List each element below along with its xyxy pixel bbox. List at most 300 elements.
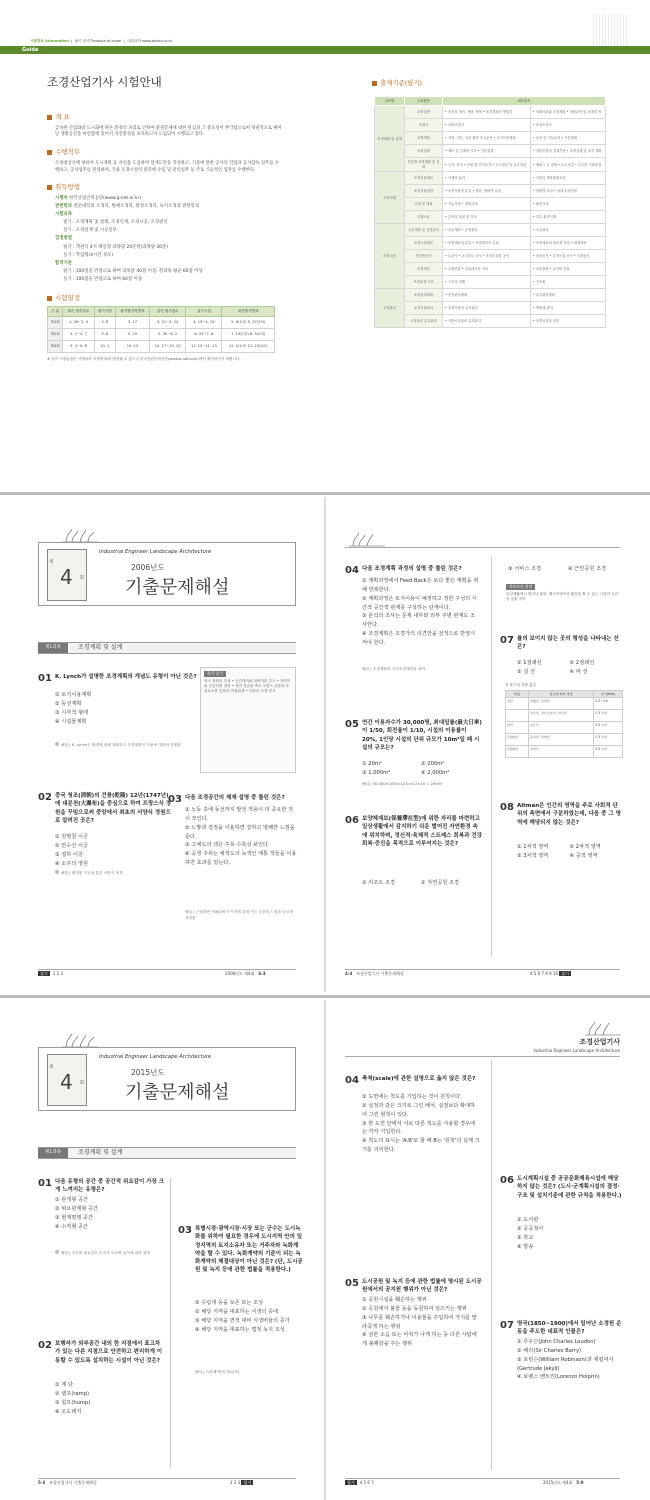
standard-detail: • 기반시설물의 유지관리 [443, 315, 531, 328]
book-chip-icon: 필기 [243, 1480, 252, 1485]
standard-detail: • 조경재료의 분류 • 조경재료의 특성 [443, 237, 531, 250]
footer-right-info [543, 1480, 584, 1485]
standard-detail: • 제도 및 설계의 기초 • 기본설계 [443, 145, 531, 158]
option[interactable]: ② 노랗과 검정을 이용하면 강하고 명쾌한 느낌을 준다. [185, 824, 295, 840]
mini-cell: 파선 [506, 722, 529, 734]
mini-header: 굵기(mm) [594, 691, 623, 698]
footer-nav[interactable]: 1 2 3 [230, 1480, 241, 1485]
question-text: 축척(scale)에 관한 설명으로 옳지 않은 것은? [362, 1076, 476, 1082]
subject-bar [38, 642, 296, 654]
standard-detail: • 조경식물의 분류 • 생리, 생태적 특성 [443, 185, 531, 198]
explanation-text: 해설 | 원명원 이궁을 통한 서양식 조경 [61, 871, 123, 875]
subject-tag: 제1과목 [38, 643, 68, 653]
standard-detail: • 수량산출 • 일위대가표 작성 [443, 263, 531, 276]
schedule-cell: 10. 1 [94, 340, 115, 352]
acquire-text: 실기 : 100점을 만점으로 하여 60점 이상 [63, 277, 142, 283]
option[interactable]: ② 동선계획 [55, 700, 82, 707]
mini-header: 명칭 [506, 691, 529, 698]
standard-item: 식재 및 계획 [405, 198, 443, 211]
schedule-row [48, 340, 275, 352]
explanation [362, 667, 477, 673]
option[interactable]: ② 자연공원 조경 [421, 880, 460, 886]
options [362, 760, 480, 778]
round-prefix: 제 [49, 560, 54, 565]
option[interactable]: ① 노동 측에 동선까지 발전 적용이 더 중요한 것이 모인다. [185, 807, 294, 822]
option[interactable]: ④ 조경계획은 조경가의 의견만을 전적으로 반영시켜야 한다. [362, 631, 476, 646]
question-number: 06 [500, 1175, 514, 1186]
option[interactable]: ③ 실 선 [517, 668, 535, 675]
standard-item: 조경식물일반 [405, 185, 443, 198]
explanation-text: 해설 | 30,000×1/50×1/10×0.2×10 = 200m² [362, 782, 443, 786]
note-icon [55, 1250, 59, 1254]
standard-item: 조경사 [405, 119, 443, 132]
mini-cell: 0.3 이하 [594, 746, 623, 758]
mini-row [506, 722, 623, 734]
guide-page [0, 0, 650, 490]
footer-rule [345, 969, 620, 970]
question-number: 04 [345, 1075, 359, 1086]
standard-row [375, 198, 606, 211]
option[interactable]: ① 1점쇄선 [517, 660, 542, 666]
question-number: 04 [345, 565, 359, 576]
header-rule [345, 547, 620, 548]
standard-detail: • 조경의 정의, 개념, 영역 • 조경계획의 방법론 [443, 106, 531, 119]
mini-cell: 1점쇄선 [506, 734, 529, 746]
question-text: 률의 보이지 않는 곳의 형성을 나타내는 선은? [517, 636, 619, 651]
standard-item: 부문별공사 [405, 250, 443, 263]
standard-item: 조경공정 구조 [405, 276, 443, 289]
schedule-cell: 5. 19 [115, 329, 149, 341]
standard-subject: 조경관리 [375, 289, 405, 328]
option[interactable]: ③ 나무를 훼손하거나 이용물을 주입하여 가지를 말라죽게 하는 행위 [362, 1314, 477, 1330]
options [508, 565, 628, 574]
crumb-3: 내실의학 www.ebaky.co.kr [127, 39, 173, 43]
option[interactable]: ④ 방송 [517, 1243, 534, 1250]
option[interactable]: ② 위요관계형 공간 [55, 1205, 99, 1212]
running-title: 조경산업기사 [579, 1038, 620, 1046]
acquire-item [55, 261, 282, 268]
section-heading: 개 요 [47, 113, 282, 122]
round-suffix: 회 [79, 1081, 84, 1086]
standard-item: 조경관리계획 [405, 289, 443, 302]
standard-detail: • 유지관리계획 [530, 289, 605, 302]
question-number: 07 [500, 635, 514, 646]
standard-detail: • 포장공사 • 수경시설 공사 • 식재공사 [530, 250, 605, 263]
acquire-text: 실기 : 작업형(4시간 정도) [63, 252, 114, 258]
question-number: 03 [178, 1225, 192, 1236]
option[interactable]: ④ 척도의 표시는 'A:B'로 할 때 B는 '원척'의 실제 크기를 의미한다. [362, 1138, 480, 1154]
question-number: 05 [345, 719, 359, 730]
chapter-title: 기출문제해설 [125, 577, 230, 598]
right-page [325, 1000, 650, 1500]
schedule-table [47, 306, 275, 352]
explanation-text: 해설 | K. Lynch는 환경에 대해 계획하고 조경계획이 이용에 대하여 설명함 [61, 743, 181, 747]
acquire-item [63, 245, 282, 252]
question-number: 08 [500, 802, 514, 813]
option[interactable]: ② 2점쇄선 [569, 660, 595, 666]
standard-row [375, 224, 606, 237]
standard-row [375, 158, 606, 172]
mini-cell: 0.3 이하 [594, 710, 623, 722]
standard-detail: • 캠퍼스 등 광장 • 도로조경 • 특수한 기타조경 [530, 158, 605, 172]
standard-header: 주요항목 [405, 97, 443, 106]
standard-item: 조경계획 [405, 132, 443, 145]
standard-detail: • 경관조경의 설계기법 • 조경설계 및 조경 계획 [530, 145, 605, 158]
options [362, 1296, 480, 1349]
options [517, 1216, 622, 1251]
option[interactable]: ① 루우든(John Charles Loudon) [517, 1339, 596, 1345]
option[interactable]: ③ 1,000m² [362, 769, 391, 776]
explanation-text: 해설 | 근접하면 색채대비가 커지게 되며 이는 공간의 느낌을 다르게 표현함 [185, 910, 293, 920]
footer-rule [38, 1478, 296, 1479]
explanation [362, 782, 477, 788]
question-number: 07 [500, 1320, 514, 1331]
round-number: 4 [60, 565, 73, 589]
standard-detail: • 서양조경사 [443, 119, 531, 132]
option[interactable]: ④ 파 선 [569, 668, 588, 675]
question-text: 다음 조경공간의 체제 설명 중 틀린 것은? [185, 795, 285, 801]
standard-header: 세부항목 [443, 97, 606, 106]
plant-ornament-icon [583, 1020, 623, 1036]
standard-row [375, 119, 606, 132]
page-separator [0, 492, 650, 495]
acquire-label: 관련학과 [55, 204, 72, 210]
schedule-header: 실기시험 [186, 307, 222, 317]
subject-title: 조경계획 및 설계 [78, 1149, 123, 1156]
acquire-text: 실기 : 조경설계 및 시공실무 [63, 228, 117, 234]
schedule-cell: 11. 12~11. 23 [186, 340, 222, 352]
section-body: 조경대상지에 대하여 도시계획 등 자연을 도입하며 설계도면을 작성하고, 식물에 관한 공사의 작업과 공사감독 업무를 수행하고, 공사업무를 관리하며, 각종 조경시설의 관리에 수립 및 관리업무 등 주로 기술적인 업무를 수행한다. [55, 160, 279, 173]
schedule-cell: 3. 21~3. 24 [150, 317, 186, 329]
footer-rule [345, 1478, 620, 1479]
section-heading: 취득방법 [47, 183, 282, 192]
acquire-text: 필기 : 객관식 4지 택일형 과목당 20문항(과목당 30분) [63, 244, 168, 250]
option[interactable]: ② 계획과정은 토지이용이 예정하고 정한 구성의 시간적 공간적 관계를 구상하는 단계이다. [362, 595, 477, 611]
schedule-cell: 12. 2(1차) 12. 23(2차) [222, 340, 275, 352]
option[interactable]: ④ 해당 지역을 대표하는 법정 녹지 조성 [195, 1326, 285, 1333]
option[interactable]: ④ 심한 소음 또는 악취가 나게 하는 등 다른 사람에게 불쾌감을 주는 행위 [362, 1332, 477, 1348]
question-number: 06 [345, 815, 359, 826]
options [55, 1196, 98, 1231]
column-divider [491, 557, 492, 957]
option[interactable]: ④ 소주의 영원 [55, 860, 89, 867]
option[interactable]: ② 심정과 같은 크기로 그린 배치, 실정보다 확대하여 그린 현척이 있다. [362, 1102, 476, 1118]
standard-subject: 조경식재 [375, 172, 405, 224]
page-number: 5-9 [576, 1480, 584, 1485]
option[interactable]: ② 공원에서 불꽃 등을 동원하여 일으키는 행위 [362, 1305, 467, 1312]
mini-cell: 0.3~0.8 [594, 698, 623, 710]
standard-heading-wrap [372, 79, 607, 88]
question-text: 보행자가 외부공간 내의 한 지점에서 표고차가 있는 다른 지점으로 안전하고 편리하게 이동할 수 있도록 설치하는 시설이 아닌 것은? [55, 1341, 163, 1364]
acquire-item [63, 228, 282, 235]
option[interactable]: ③ 고채도의 색은 주목·수축성 보인다. [185, 842, 270, 849]
options [517, 843, 622, 861]
page-number: 5-4 [38, 1480, 46, 1485]
page-separator [0, 995, 650, 998]
standard-detail: • 조경재료의 물리적 성질 • 원예재료 [530, 237, 605, 250]
standard-row [375, 289, 606, 302]
mini-cell: 숨은선 [528, 722, 593, 734]
standard-heading: 출제기준(필기) [372, 79, 607, 88]
breadcrumb: 시험정보 Information | 필기 준비 Tendoce of exam | 내실의학 www.ebaky.co.kr [30, 39, 173, 43]
mini-row [506, 746, 623, 758]
option[interactable]: ② 배리(Sir Charles Barry) [517, 1347, 582, 1354]
option[interactable]: ① 도서관 [517, 1217, 539, 1223]
left-page [0, 1000, 325, 1500]
note-icon [55, 742, 59, 746]
schedule-cell: 6. 25~7. 8 [186, 329, 222, 341]
option[interactable]: ④ 2,000m² [421, 769, 450, 776]
option[interactable]: ④ 공생 주위는 채색도의 녹색인 계통 색들을 이용하면 효과를 얻는다. [185, 851, 297, 867]
standard-detail: • 시공관리 [530, 224, 605, 237]
acquire-text: 전문대학의 조경학, 원예조경학, 환경조경학, 녹지조경과 관련학과 [73, 204, 200, 210]
crumb-1: 시험정보 Information [30, 39, 69, 43]
standard-row [375, 106, 606, 119]
option[interactable]: ② 2차적 영역 [569, 844, 601, 850]
question-text: 영국(1850~1900)에서 일어난 소정원 운동을 주도한 대표적 인물은? [517, 1321, 622, 1336]
standard-detail: • 조경식물의 유지관리 [443, 302, 531, 315]
schedule-header: 필기시험 [94, 307, 115, 317]
option[interactable]: ② 200m² [421, 761, 445, 767]
section-body: 급속한 산업화와 도시화에 따른 환경의 파괴로 인하여 환경문제에 대한 관심과 그 중요성이 부각됨으로써 경관적으로 뛰어난 생활공간을 마련함에 있어서 자연환경을 보호하고자 도입되어 시행되고 있다. [55, 125, 282, 138]
page-number: 4-3 [258, 971, 266, 976]
note-icon [55, 870, 59, 874]
option[interactable]: ③ 서비스 조경 [508, 566, 542, 572]
schedule-cell: 5. 8 [94, 329, 115, 341]
option[interactable]: ③ 3차적 영역 [517, 852, 549, 859]
option[interactable]: ② 만수산 이궁 [55, 842, 89, 849]
standard-detail: • 구조물 [530, 276, 605, 289]
acquire-item [55, 212, 282, 219]
question-text: 도시계획시설 중 공공문화체육시설에 해당하지 않는 것은? (도시·군계획시설의 결정·구조 및 설치기준에 관한 규칙을 적용한다.) [517, 1176, 622, 1199]
option[interactable]: ① 계 단 [55, 1382, 73, 1388]
footer-left-info [225, 971, 266, 976]
acquire-item [63, 253, 282, 260]
page-number: 4-4 [345, 971, 353, 976]
question-text: 도시공원 및 녹지 등에 관한 법률에 명시된 도시공원에서의 공지원 행위가 아닌 것은? [362, 1279, 482, 1294]
chapter-title: 기출문제해설 [125, 1082, 230, 1103]
option[interactable]: ③ 로빈슨(William Robinson)과 제킬여사(Gertrude Jekyll) [517, 1356, 614, 1372]
spread-2006 [0, 497, 650, 992]
schedule-row [48, 317, 275, 329]
schedule-header: 구 분 [48, 307, 63, 317]
schedule-note: ※ 상기 시험일정은 시행처의 사정에 따라 변경될 수 있으니 한국산업인력공단(www.q-net.or.kr)에서 확인하시기 바랍니다. [47, 356, 241, 361]
schedule-cell: 1. 28~2. 4 [63, 317, 94, 329]
schedule-cell: 5. 6(1차) 5. 27(2차) [222, 317, 275, 329]
standard-row [375, 315, 606, 328]
standard-detail: • 자연, 인문, 사회 환경 조사분석 • 토지이용계획 [443, 132, 531, 145]
question-text: 다음 유형의 공간 중 공간적 위요감이 가장 크게 느껴지는 유형은? [55, 1179, 165, 1194]
option[interactable]: ② 램프(ramp) [55, 1390, 90, 1397]
option[interactable]: ③ 험프(hump) [55, 1399, 91, 1406]
options [517, 1338, 625, 1382]
question-text: 특별시장·광역시장·시장 또는 군수는 도시녹화를 위하여 필요한 경우에 도시지역 안의 일정지역의 토지소유자 또는 거주자와 녹화계약을 할 수 있다. 녹화계약의 기준이 되는 녹화계약의 체결대상이 아닌 것은? (단, 도시공원 및 녹지 등에 관한 법률을 적용한다.) [195, 1226, 303, 1274]
option[interactable]: ③ 분석의 조사는 문제 내부와 외부 주변 관계도 조사한다. [362, 613, 476, 629]
acquire-item [63, 269, 282, 276]
mini-cell [506, 710, 529, 722]
english-title: Industrial Engineer Landscape Architecture [99, 549, 212, 555]
standard-detail: • 병충해 관리 [530, 302, 605, 315]
options [185, 806, 298, 868]
acquire-item [55, 204, 282, 211]
acquire-text: 필기 : 100점을 만점으로 하여 과목당 40점 이상, 전과목 평균 60점 이상 [63, 268, 203, 274]
standard-item: 식재시공 [405, 211, 443, 224]
option[interactable]: ② 해당 지역을 대표하는 식생의 증대 [195, 1308, 279, 1315]
standard-detail: • 형태적 특성 • 실내 조경식물 [530, 185, 605, 198]
mini-cell: 실선 [506, 698, 529, 710]
explanation [55, 742, 195, 749]
standard-detail: • 식물과 생육환경조건 [530, 172, 605, 185]
question-text: Altman은 인간의 영역을 주로 사회적 단위의 측면에서 구분하였는데, 다음 중 그 영역에 해당되지 않는 것은? [517, 803, 621, 826]
option[interactable]: ② 공공청사 [517, 1225, 544, 1232]
option[interactable]: ① 토지이용계획 [55, 692, 92, 698]
option[interactable]: ① 수림대 등을 보존 또는 조성 [195, 1300, 264, 1306]
page-title: 조경산업기사 시험안내 [47, 75, 162, 89]
option[interactable]: ④ 오도레지 [55, 1408, 82, 1415]
options [362, 1093, 480, 1155]
left-page [0, 497, 325, 992]
standard-header: 과목명 [375, 97, 405, 106]
schedule-cell: 제1회 [48, 317, 63, 329]
book-chip-icon: 필기 [561, 971, 570, 976]
schedule-header: 필기합격자발표 [115, 307, 149, 317]
option[interactable]: ③ 학교 [517, 1234, 534, 1241]
book-chip-icon: 필기 [40, 971, 48, 976]
question-text: K. Lynch가 설명한 조경계획의 개념도 유형이 아닌 것은? [55, 674, 197, 680]
footer-nav[interactable]: 4 5 6 7 [359, 1480, 374, 1485]
explanation-text: 해설 | 조경계획과 시민조경계획과 참여 [362, 667, 425, 671]
option[interactable]: ④ 시설물계획 [55, 718, 87, 725]
footer-right [345, 1480, 374, 1485]
footer-rule [38, 969, 296, 970]
running-title-eng: Industrial Engineer Landscape Architecture [533, 1048, 620, 1053]
question-text: 다음 조경계획 과정의 설명 중 틀린 것은? [362, 566, 462, 572]
round-number: 4 [60, 1070, 73, 1094]
standard-detail: • 구조의 이해 [443, 276, 531, 289]
options [517, 659, 622, 677]
option[interactable]: ④ 보렌스 벤트린(Lorenzo Holprin) [517, 1374, 600, 1381]
standard-item: 조경시설재료 [405, 237, 443, 250]
mini-cell: 0.3 이하 [594, 722, 623, 734]
footer-text: 2015년도 제4회 [543, 1480, 573, 1485]
header-rule [345, 1056, 620, 1057]
schedule-header: 실기 원서접수 [150, 307, 186, 317]
acquire-item [55, 236, 282, 243]
plant-ornament-icon [60, 527, 100, 543]
standard-detail: • 운영관리계획 [443, 289, 531, 302]
standard-detail: • 특수 환경식재 [530, 211, 605, 224]
standard-item: 조경식물재료 [405, 172, 443, 185]
options [55, 1381, 90, 1416]
option[interactable]: ① 관개형 공간 [55, 1197, 89, 1203]
footer-right-info [345, 971, 404, 976]
footer-left [38, 971, 63, 976]
option[interactable]: ④ 공적 영역 [569, 852, 598, 859]
option[interactable]: ① 리조트 조경 [362, 880, 396, 886]
footer-left-info [38, 1480, 97, 1485]
guide-bar [0, 46, 650, 54]
option[interactable]: ① 1차적 영역 [517, 844, 549, 850]
schedule-row [48, 329, 275, 341]
right-page [325, 497, 650, 992]
round-badge [47, 1054, 87, 1106]
acquire-label: 검정방법 [55, 236, 72, 242]
standard-item: 조경설계 [405, 145, 443, 158]
option[interactable]: ① 도면에는 척도를 기입하는 것이 원칙이다. [362, 1094, 462, 1100]
standard-subject: 조경시공 [375, 224, 405, 289]
footer-nav[interactable]: 4 5 6 7 8 9 10 [530, 971, 558, 976]
options [195, 1299, 303, 1334]
standard-row [375, 276, 606, 289]
standard-detail: • 환경식재 [530, 198, 605, 211]
standard-item: 조경적산 [405, 263, 443, 276]
option[interactable]: ③ 해당 지역을 면적 대비 식생비율의 증가 [195, 1317, 290, 1324]
tip-text: 일상생활에서 벗어나 휴양, 레크리에이션 활동을 할 수 있는 시설과 공간을 갖춘 지역 [506, 591, 619, 602]
option[interactable]: ③ 한 도면 안에서 서로 다른 척도를 사용할 경우에는 각각 기입한다. [362, 1120, 476, 1136]
options [362, 577, 480, 648]
mini-row [506, 710, 623, 722]
column-divider [491, 1060, 492, 1470]
standard-row [375, 263, 606, 276]
mini-header: 용도에 따른 명칭 [528, 691, 593, 698]
exam-year: 2015년도 [131, 1068, 165, 1077]
option[interactable]: ③ 시각적 형태 [55, 709, 89, 716]
option[interactable]: ③ 열하 이궁 [55, 851, 83, 858]
explanation-text: 해설 | 공간의 위요감은 수직적 요소의 높이에 따라 결정 [61, 1251, 150, 1255]
schedule-header: 필기 원서접수 [63, 307, 94, 317]
explanation [185, 910, 295, 921]
option[interactable]: ① 계획과정에서 Feed Back은 보다 좋은 계획을 위해 반복한다. [362, 578, 479, 593]
column-divider [170, 1178, 171, 1468]
option[interactable]: ① 공원시설을 훼손하는 행위 [362, 1297, 427, 1303]
standard-row [375, 302, 606, 315]
option[interactable]: ① 원명원 이궁 [55, 834, 89, 840]
spread-2015 [0, 1000, 650, 1500]
standard-row [375, 132, 606, 145]
standard-detail: • 동선 및 기능분석 • 기본계획 [530, 132, 605, 145]
option[interactable]: ④ 수직형 공간 [55, 1223, 89, 1230]
standard-detail: • 토공사 • 콘크리트 공사 • 조경시설물 공사 [443, 250, 531, 263]
subject-tag: 제1과목 [38, 1148, 68, 1158]
question-number: 02 [38, 792, 52, 803]
guide-label: Guide [22, 46, 39, 53]
acquire-item [55, 196, 282, 203]
question-text: 중국 청조(淸朝)의 건륭(乾隆) 12년(1747년)에 대분천(大瀑布)을 중심으로 하여 프랑스식 정원을 꾸밈으로써 중앙에서 최초의 서양식 정원으로 알려진 곳은? [55, 793, 172, 824]
tip-title: 형식 알기 [204, 671, 226, 677]
mini-cell: 2점쇄선 [506, 746, 529, 758]
standard-row [375, 172, 606, 185]
explanation [195, 1370, 305, 1376]
round-suffix: 회 [79, 576, 84, 581]
standard-detail: • 표준품셈 • 공사비 산출 [530, 263, 605, 276]
schedule-cell: 3. 6 [94, 317, 115, 329]
standard-row [375, 145, 606, 158]
line-type-table [505, 690, 623, 758]
footer-left [230, 1480, 256, 1485]
acquire-label: 합격기준 [55, 260, 72, 266]
tip-box [200, 667, 296, 773]
book-chip-icon: 필기 [347, 1480, 355, 1485]
option[interactable]: ④ 근린공원 조경 [568, 566, 607, 572]
exam-year: 2006년도 [131, 563, 165, 572]
acquire-item [63, 220, 282, 227]
acquire-text: 한국산업인력공단(www.q-net.or.kr) [69, 195, 142, 201]
footer-text: 조경산업기사 기출문제해설 [49, 1480, 97, 1485]
option[interactable]: ① 20m² [362, 761, 383, 767]
footer-nav[interactable]: 1 2 3 [52, 971, 63, 976]
option[interactable]: ③ 현재평행 공간 [55, 1214, 94, 1221]
section-heading: 수행직무 [47, 148, 282, 157]
